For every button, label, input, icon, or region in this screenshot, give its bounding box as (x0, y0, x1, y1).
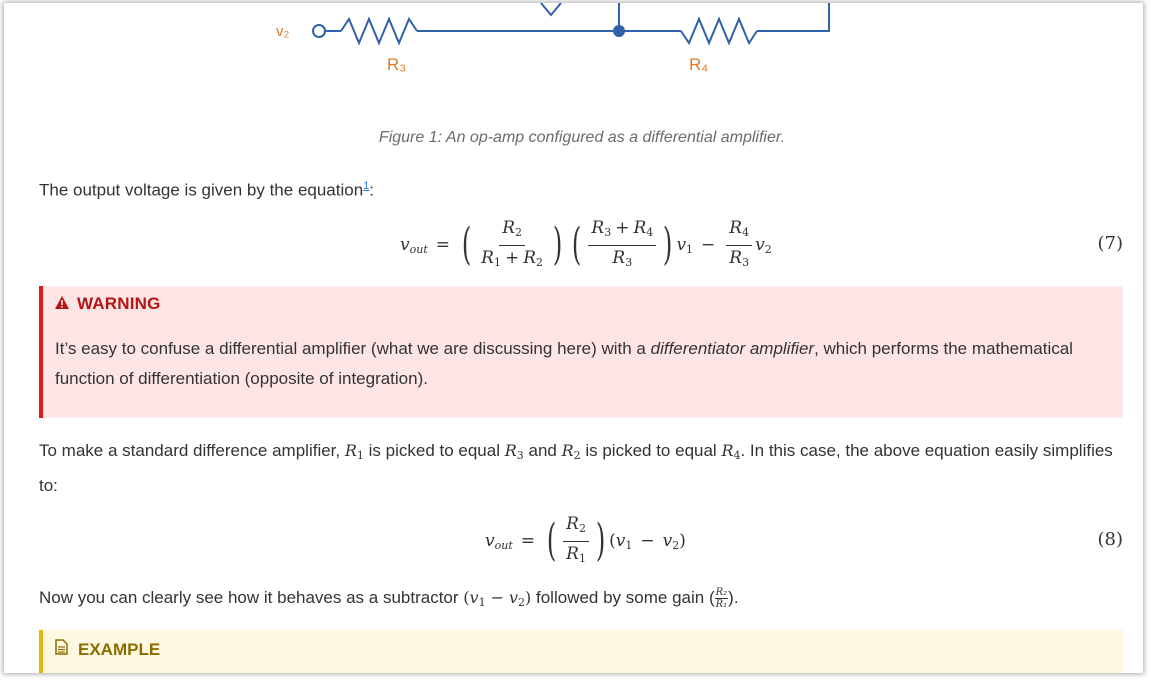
paragraph-output-voltage (39, 171, 374, 206)
label-r3: R₃ (387, 55, 407, 74)
document-icon (55, 639, 68, 660)
warning-title: WARNING (55, 294, 161, 314)
circuit-diagram (269, 3, 849, 93)
paragraph-suffix: : (369, 180, 375, 200)
opamp-edge (541, 3, 561, 15)
equation-8 (39, 511, 1123, 571)
equation-number: (8) (1097, 529, 1123, 550)
emphasis: differentiator amplifier (650, 339, 815, 358)
paragraph-subtractor: Now you can clearly see how it behaves as a subtractor $(v_1 - v_2)$ followed by some gain ( $\frac{\text{R₂}}{\text{R₁}}$ ). (39, 587, 739, 611)
paragraph-standard-difference: To make a standard difference amplifier, $R_1$ is picked to equal $R_3$ and $R_2$ is picked to equal $R_4$. In this case, the above equation easily simplifies to: (39, 441, 1113, 495)
figure-caption: Figure 1: An op-amp configured as a differential amplifier. (378, 129, 786, 146)
page-frame (4, 3, 1143, 673)
equation-8-body: $v_{out}$ = ( $\frac{R_2}{R_1}$ ) ( $v_1$ − $v_2$ ) (485, 513, 686, 566)
resistor-r3 (341, 19, 417, 43)
gain-fraction: $\frac{\text{R₂}}{\text{R₁}}$ (715, 587, 728, 611)
footnote-link[interactable]: 1 (363, 180, 370, 192)
label-r4: R₄ (689, 55, 709, 74)
equation-7 (39, 215, 1123, 275)
v2-terminal (313, 25, 325, 37)
example-title: EXAMPLE (55, 639, 160, 660)
junction-node (613, 25, 625, 37)
warning-body: It’s easy to confuse a differential amplifier (what we are discussing here) with a differentiator amplifier, which performs the mathematical function of differentiation (opposite of integration). (55, 339, 1073, 388)
example-box (39, 630, 1123, 673)
resistor-r4 (681, 19, 757, 43)
warning-box (39, 286, 1123, 418)
equation-number: (7) (1097, 233, 1123, 254)
equation-7-body: $v_{out}$ = ( $\frac{R_2}{R_1 + R_2}$ ) ( $\frac{R_3 + R_4}{R_3}$ ) $v_1$ − $\frac{R_4}{R_3}$ $v_2$ (400, 217, 772, 270)
warning-triangle-icon (55, 296, 69, 312)
wire (757, 3, 829, 31)
paragraph-text: The output voltage is given by the equation (39, 180, 364, 200)
label-v2: v₂ (276, 23, 290, 40)
